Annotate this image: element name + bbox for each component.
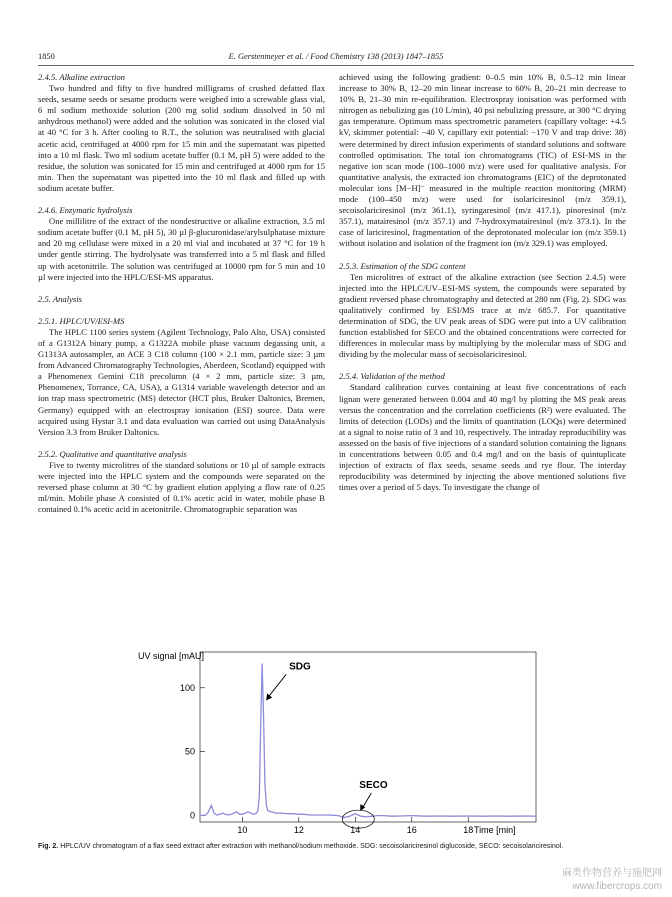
x-tick-label: 12: [293, 825, 304, 835]
left-heading: 2.5. Analysis: [38, 293, 83, 304]
figure-chromatogram: [138, 648, 538, 838]
right-paragraph: Standard calibration curves containing at least five concentrations of each lignan were generated between 0.004 and 40 mg/l by plotting the MS peak areas versus the concentration and the correlation coefficients (R²) were evaluated. The limits of detection (LODs) and the limits of quantitation (LOQs) were determined at a signal to noise ratio of 3 and 10, respectively. The intraday reproducibility was assessed on the basis of five injections of a standard solution containing the lignans in concentrations between 0.05 and 0.4 mg/l and on the basis of quintuplicate injection of extracts of flax seeds, sesame seeds and rye flour. The interday reproducibility was determined by injecting the above mentioned solutions five times over a period of 5 days. To investigate the change of: [339, 382, 626, 493]
left-spacer: [38, 283, 325, 294]
right-column: [339, 72, 626, 493]
figure-caption-text: HPLC/UV chromatogram of a flax seed extract after extraction with methanol/sodium methoxide. SDG: secoisolariciresinol diglucoside, SECO: secoisolariciresinol.: [60, 843, 564, 850]
left-heading: 2.4.5. Alkaline extraction: [38, 72, 125, 82]
left-spacer: [38, 438, 325, 449]
y-tick-label: 50: [184, 746, 195, 757]
y-tick-label: 0: [189, 810, 195, 821]
left-paragraph: The HPLC 1100 series system (Agilent Technology, Palo Alto, USA) consisted of a G1312A binary pump, a G1322A mobile phase vacuum degassing unit, a G1313A autosampler, an ACE 3 C18 column (100 × 2.1 mm, particle size: 3 µm from Advanced Chromatography Technologies, Aberdeen, Scotland) equipped with a Phenomenex Gemini C18 precolumn (4 × 2 mm, particle size: 3 µm, Phenomenex, Torrance, CA, USA), a G1314 variable wavelength detector and an ion trap mass spectrometric (MS) detector (HCT plus, Bruker Daltonics, Bremen, Germany) equipped with an electrospray ionisation (ESI) source. Data were acquired using Hystar 3.1 and data evaluation was carried out using DataAnalysis Version 3.3 from Bruker Daltonics.: [38, 326, 325, 437]
right-paragraph: Ten microlitres of extract of the alkaline extraction (see Section 2.4.5) were injected into the HPLC/UV–ESI-MS system, the compounds were separated by gradient reversed phase chromatography and detected at 280 nm (Fig. 2). SDG was qualitatively confirmed by ESI/MS trace at m/z 685.7. For quantitative determination of SDG, the UV peak areas of SDG were put into a UV calibration function established for SECO and the obtained concentrations were corrected for differences in molecular mass by multiplying by the molecular mass of SDG and dividing by the molecular mass of secoisolariciresinol.: [339, 271, 626, 360]
left-paragraph: Two hundred and fifty to five hundred milligrams of crushed defatted flax seeds, sesame seeds or sesame products were weighed into a screwable glass vial, 6 ml sodium methoxide solution (200 mg solid sodium dissolved in 50 ml anhydrous methanol) were added and the solution was sonicated in the closed vial at 40 °C for 3 h. After cooling to R.T., the solution was neutralised with glacial acetic acid, centrifuged at 4000 rpm for 15 min and the supernatant was pipetted into a 10 ml flask. Two ml sodium acetate buffer (0.1 M, pH 5) were added to the residue, the solution was sonicated for 15 min and centrifuged at 4000 rpm for 15 min. Then the supernatant was pipetted into the 10 ml flask and filled up with sodium acetate buffer.: [38, 83, 325, 193]
seco-label: SECO: [359, 780, 388, 792]
page-header: [38, 52, 634, 64]
sdg-arrow-head: [266, 693, 272, 700]
right-heading: 2.5.4. Validation of the method: [339, 371, 445, 382]
left-spacer: [38, 194, 325, 205]
page-number: 1850: [38, 52, 55, 61]
sdg-label: SDG: [289, 661, 311, 673]
journal-citation: E. Gerstenmeyer et al. / Food Chemistry 138 (2013) 1847–1855: [228, 52, 444, 61]
left-heading: 2.5.1. HPLC/UV/ESI-MS: [38, 315, 125, 326]
y-tick-label: 100: [179, 682, 195, 693]
x-tick-label: 10: [237, 825, 248, 835]
figure-label: Fig. 2.: [38, 843, 59, 850]
x-tick-label: 14: [350, 825, 361, 835]
right-paragraph: achieved using the following gradient: 0–0.5 min 10% B, 0.5–12 min linear increase to 30% B, 12–20 min linear increase to 60% B, 20–21 min decrease to 10% B, 21–30 min re-equilibration. Electrospray ionisation was performed with nitrogen as nebulizing gas (10 L/min), 40 psi nebulizing pressure, at 300 °C drying gas temperature. Optimum mass spectrometric parameters (capillary voltage: +4.5 kV, skimmer potential: −40 V, capillary exit potential: −170 V and trap drive: 38) were determined by direct infusion experiments of standard solutions and software controlled optimisation. The total ion chromatograms (TIC) of ESI-MS in the negative ion scan mode (100–1000 m/z) were used for qualitative analysis. For quantitative analysis, the extracted ion chromatograms (EIC) of the deprotonated molecular ions [M−H]⁻ measured in the multiple reaction monitoring (MRM) mode (100–450 m/z) were used for isolariciresinol (m/z 359.1), secoisolariciresinol (m/z 361.1), syringaresinol (m/z 417.1), pinoresinol (m/z 357.1), matairesinol (m/z 357.1) and 7-hydroxymatairesinol (m/z 373.1). In the case of lariciresinol, fragmentation of the deprotonated molecular ion (m/z 359.1) without isolation and isolation of the fragment ion (m/z 329.1) was employed.: [339, 72, 626, 249]
plot-frame: [200, 652, 536, 822]
chromatogram-chart: [138, 648, 538, 838]
figure-caption: [38, 842, 638, 851]
watermark-line-1: 麻类作物营养与施肥网: [562, 868, 662, 879]
x-axis-label: Time [min]: [474, 825, 516, 835]
watermark-line-2: www.fibercrops.com: [572, 881, 662, 892]
left-paragraph: Five to twenty microlitres of the standard solutions or 10 µl of sample extracts were injected into the HPLC system and the compounds were separated on the reversed phase column at 30 °C by gradient elution applying a flow rate of 0.25 ml/min. Mobile phase A consisted of 0.1% acetic acid in water, mobile phase B contained 0.1% acetic acid in acetonitrile. Chromatographic separation was: [38, 459, 325, 515]
right-spacer: [339, 250, 626, 261]
right-heading: 2.5.3. Estimation of the SDG content: [339, 260, 466, 271]
right-spacer: [339, 360, 626, 371]
sdg-arrow: [267, 674, 286, 698]
x-tick-label: 16: [406, 825, 417, 835]
header-rule: [38, 65, 634, 66]
x-tick-label: 18: [463, 825, 474, 835]
watermark: [562, 867, 662, 893]
left-paragraph: One millilitre of the extract of the nondestructive or alkaline extraction, 3.5 ml sodium acetate buffer (0.1 M, pH 5), 30 µl β-glucuronidase/arylsulphatase mixture and 20 mg cellulase were mixed in a 20 ml vial and incubated at 37 °C for 19 h under gentle stirring. The hydrolysate was transferred into a 5 ml flask and filled up with acetonitrile. The solution was centrifuged at 10000 rpm for 5 min and 10 µl were injected into the HPLC/ESI-MS apparatus.: [38, 216, 325, 282]
left-spacer: [38, 305, 325, 316]
left-heading: 2.4.6. Enzymatic hydrolysis: [38, 205, 133, 216]
seco-arrow: [362, 793, 371, 808]
y-axis-label: UV signal [mAU]: [138, 651, 205, 661]
uv-trace: [200, 664, 536, 818]
left-heading: 2.5.2. Qualitative and quantitative analysis: [38, 448, 187, 459]
left-column: [38, 72, 325, 515]
